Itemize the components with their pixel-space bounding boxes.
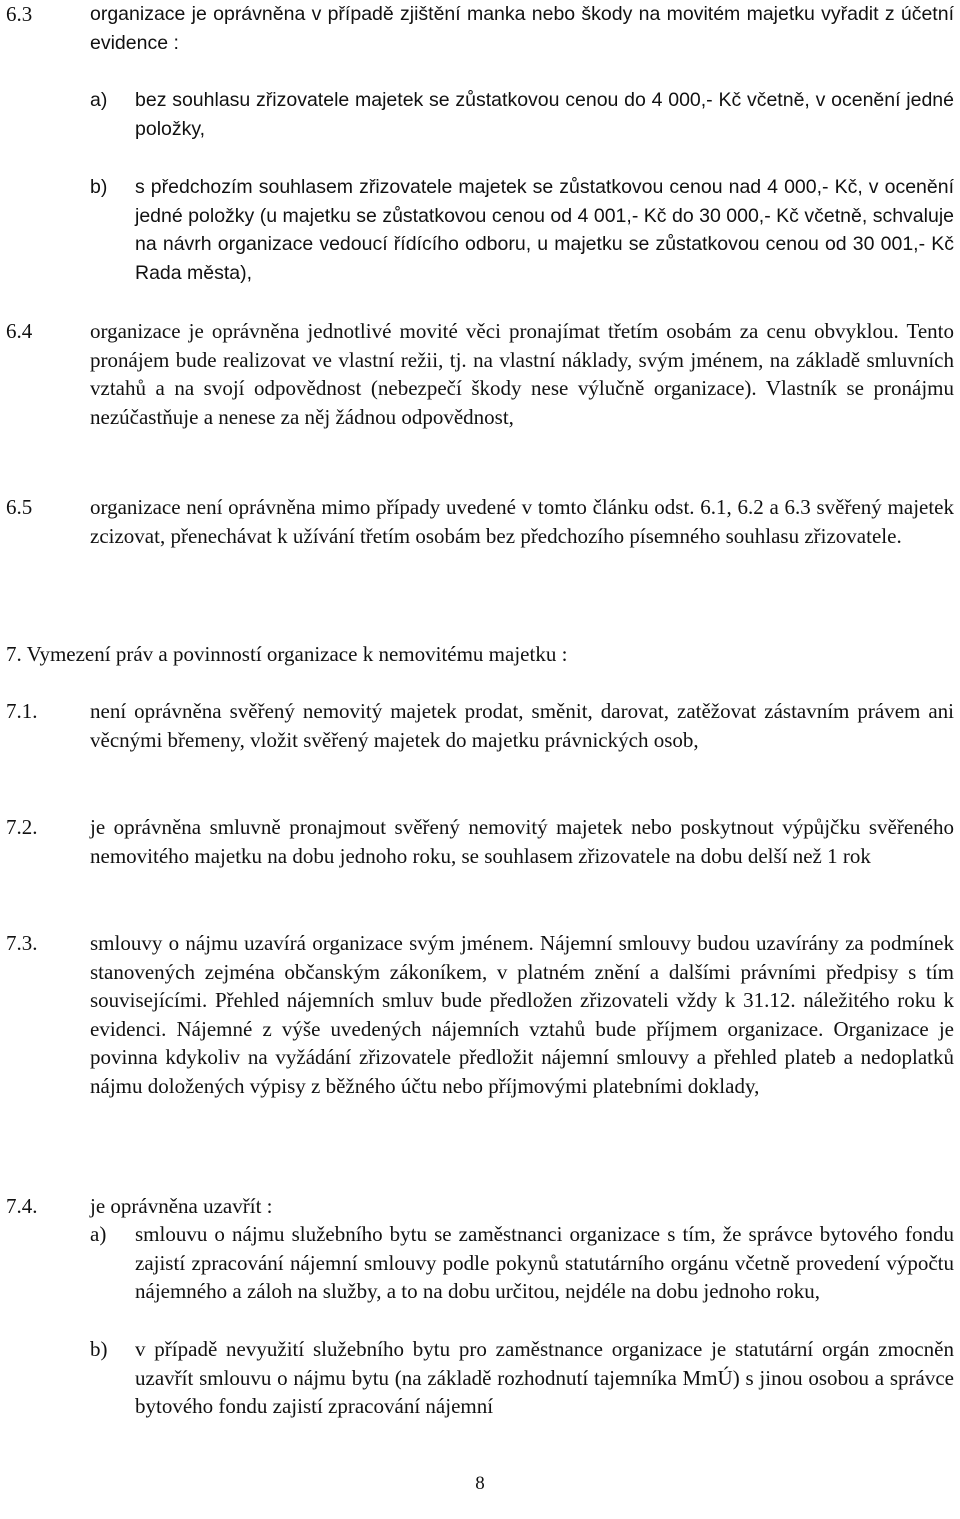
list-item-text: s předchozím souhlasem zřizovatele majetek se zůstatkovou cenou nad 4 000,- Kč, v ocenění jedné položky (u majetku se zůstatkovou cenou od 4 001,- Kč do 30 000,- Kč včetně, schvaluje na návrh organizace vedoucí řídícího odboru, u majetku se zůstatkovou cenou od 30 001,- Kč Rada města), — [135, 176, 954, 284]
list-item-text: v případě nevyužití služebního bytu pro zaměstnance organizace je statutární orgán zmocněn uzavřít smlouvu o nájmu bytu (na základě rozhodnutí tajemníka MmÚ) s jinou osobou a správce bytového fondu zajistí zpracování nájemní — [135, 1337, 954, 1418]
section-number: 7.4. — [6, 1194, 38, 1218]
section-text: organizace není oprávněna mimo případy uvedené v tomto článku odst. 6.1, 6.2 a 6.3 svěřený majetek zcizovat, přenechávat k užívání třetím osobám bez předchozího písemného souhlasu zřizovatele. — [90, 495, 954, 548]
section-number: 6.4 — [6, 319, 33, 343]
section-text: je oprávněna smluvně pronajmout svěřený nemovitý majetek nebo poskytnout výpůjčku svěřeného nemovitého majetku na dobu jednoho roku, se souhlasem zřizovatele na dobu delší než 1 rok — [90, 815, 954, 868]
section-text: není oprávněna svěřený nemovitý majetek prodat, směnit, darovat, zatěžovat zástavním právem ani věcnými břemeny, vložit svěřený majetek do majetku právnických osob, — [90, 699, 954, 752]
section-number: 6.5 — [6, 495, 33, 519]
section-text: smlouvy o nájmu uzavírá organizace svým jménem. Nájemní smlouvy budou uzavírány za podmínek stanovených zejména občanským zákoníkem, v platném znění a dalšími právními předpisy s tím souvisejícími. Přehled nájemních smluv bude předložen zřizovateli vždy k 31.12. náležitého roku k evidenci. Nájemné z výše uvedených nájemních vztahů bude příjmem organizace. Organizace je povinna kdykoliv na vyžádání zřizovatele předložit nájemní smlouvy a přehled plateb a nedoplatků nájmu doložených výpisy z běžného účtu nebo příjmovými platebními doklady, — [90, 931, 954, 1098]
list-item-label: b) — [90, 1337, 108, 1361]
section-text: organizace je oprávněna v případě zjištění manka nebo škody na movitém majetku vyřadit z účetní evidence : — [90, 3, 954, 54]
list-item-text: smlouvu o nájmu služebního bytu se zaměstnanci organizace s tím, že správce bytového fondu zajistí zpracování nájemní smlouvy podle pokynů statutárního orgánu včetně provedení výpočtu nájemného a záloh na služby, a to na dobu určitou, nejdéle na dobu jednoho roku, — [135, 1222, 954, 1303]
section-text — [90, 1192, 954, 1221]
section-number: 7.1. — [6, 699, 38, 723]
list-item-text: bez souhlasu zřizovatele majetek se zůstatkovou cenou do 4 000,- Kč včetně, v ocenění jedné položky, — [135, 89, 954, 140]
list-item-label: b) — [90, 176, 108, 198]
section-text: organizace je oprávněna jednotlivé movité věci pronajímat třetím osobám za cenu obvyklou. Tento pronájem bude realizovat ve vlastní režii, tj. na vlastní náklady, svým jménem, na základě smluvních vztahů a na svojí odpovědnost (nebezpečí škody nese výlučně organizace). Vlastník se pronájmu nezúčastňuje a nenese za něj žádnou odpovědnost, — [90, 319, 954, 429]
list-item-label: a) — [90, 89, 108, 111]
list-item-label: a) — [90, 1222, 107, 1246]
section-number: 7.2. — [6, 815, 38, 839]
chapter-heading: 7. Vymezení práv a povinností organizace k nemovitému majetku : — [6, 642, 568, 666]
section-number: 7.3. — [6, 931, 38, 955]
page-number: 8 — [475, 1473, 485, 1494]
section-number: 6.3 — [6, 2, 33, 26]
section-text-main: je oprávněna uzavřít : — [90, 1194, 273, 1218]
